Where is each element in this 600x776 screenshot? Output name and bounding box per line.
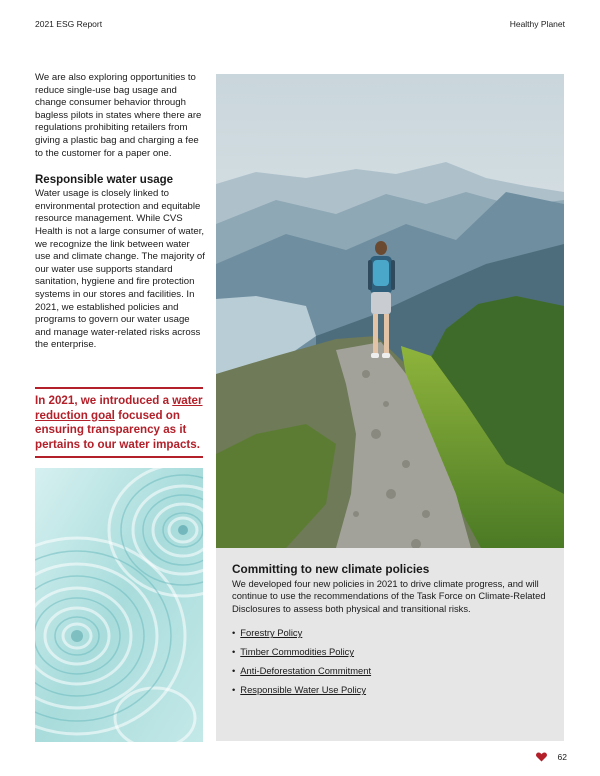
- climate-heading: Committing to new climate policies: [232, 562, 430, 576]
- water-reduction-goal-link[interactable]: water reduction goal: [35, 394, 203, 422]
- timber-commodities-policy-link[interactable]: Timber Commodities Policy: [240, 646, 355, 658]
- policy-list-item: • Responsible Water Use Policy: [232, 684, 367, 696]
- hiker-mountain-photo: [216, 74, 564, 548]
- water-ripple-photo: [35, 468, 203, 742]
- report-title: 2021 ESG Report: [35, 19, 103, 29]
- page-footer: [535, 752, 567, 762]
- water-section-heading: Responsible water usage: [35, 174, 174, 187]
- page-number: 62: [557, 752, 567, 762]
- policy-list: [232, 627, 548, 696]
- left-column: [35, 72, 205, 352]
- callout-text-before: In 2021, we introduced a: [35, 394, 173, 407]
- forestry-policy-link[interactable]: Forestry Policy: [240, 627, 303, 639]
- intro-paragraph: We are also exploring opportunities to reduce single-use bag usage and change consumer behavior through bagless pilots in states where there are regulations prohibiting retailers from giving a plastic bag and charging a fee to the customer for a paper one.: [35, 72, 202, 159]
- climate-body: We developed four new policies in 2021 to drive climate progress, and will continue to use the recommendations of the Task Force on Climate-Related Disclosures to assess both physical and transitional risks.: [232, 578, 546, 614]
- cvs-heart-icon: [535, 752, 548, 762]
- water-ripple-illustration: [35, 468, 203, 742]
- anti-deforestation-commitment-link[interactable]: Anti-Deforestation Commitment: [240, 665, 372, 677]
- policy-list-item: • Anti-Deforestation Commitment: [232, 665, 372, 677]
- water-section-body: Water usage is closely linked to environmental protection and equitable resource management. While CVS Health is not a large consumer of water, we recognize the link between water use and climate change. The majority of our water use supports standard sanitation, hygiene and fire protection systems in our stores and facilities. In 2021, we established policies and programs to govern our water usage and manage water-related risks across the enterprise.: [35, 188, 205, 351]
- policy-list-item: • Forestry Policy: [232, 627, 303, 639]
- policy-list-item: • Timber Commodities Policy: [232, 646, 355, 658]
- section-title: Healthy Planet: [509, 19, 565, 29]
- mountain-landscape-illustration: [216, 74, 564, 548]
- climate-policies-box: [216, 548, 564, 741]
- responsible-water-use-policy-link[interactable]: Responsible Water Use Policy: [240, 684, 367, 696]
- callout-text-after: focused on ensuring transparency as it pertains to our water impacts.: [35, 408, 200, 451]
- callout-quote: [35, 387, 203, 458]
